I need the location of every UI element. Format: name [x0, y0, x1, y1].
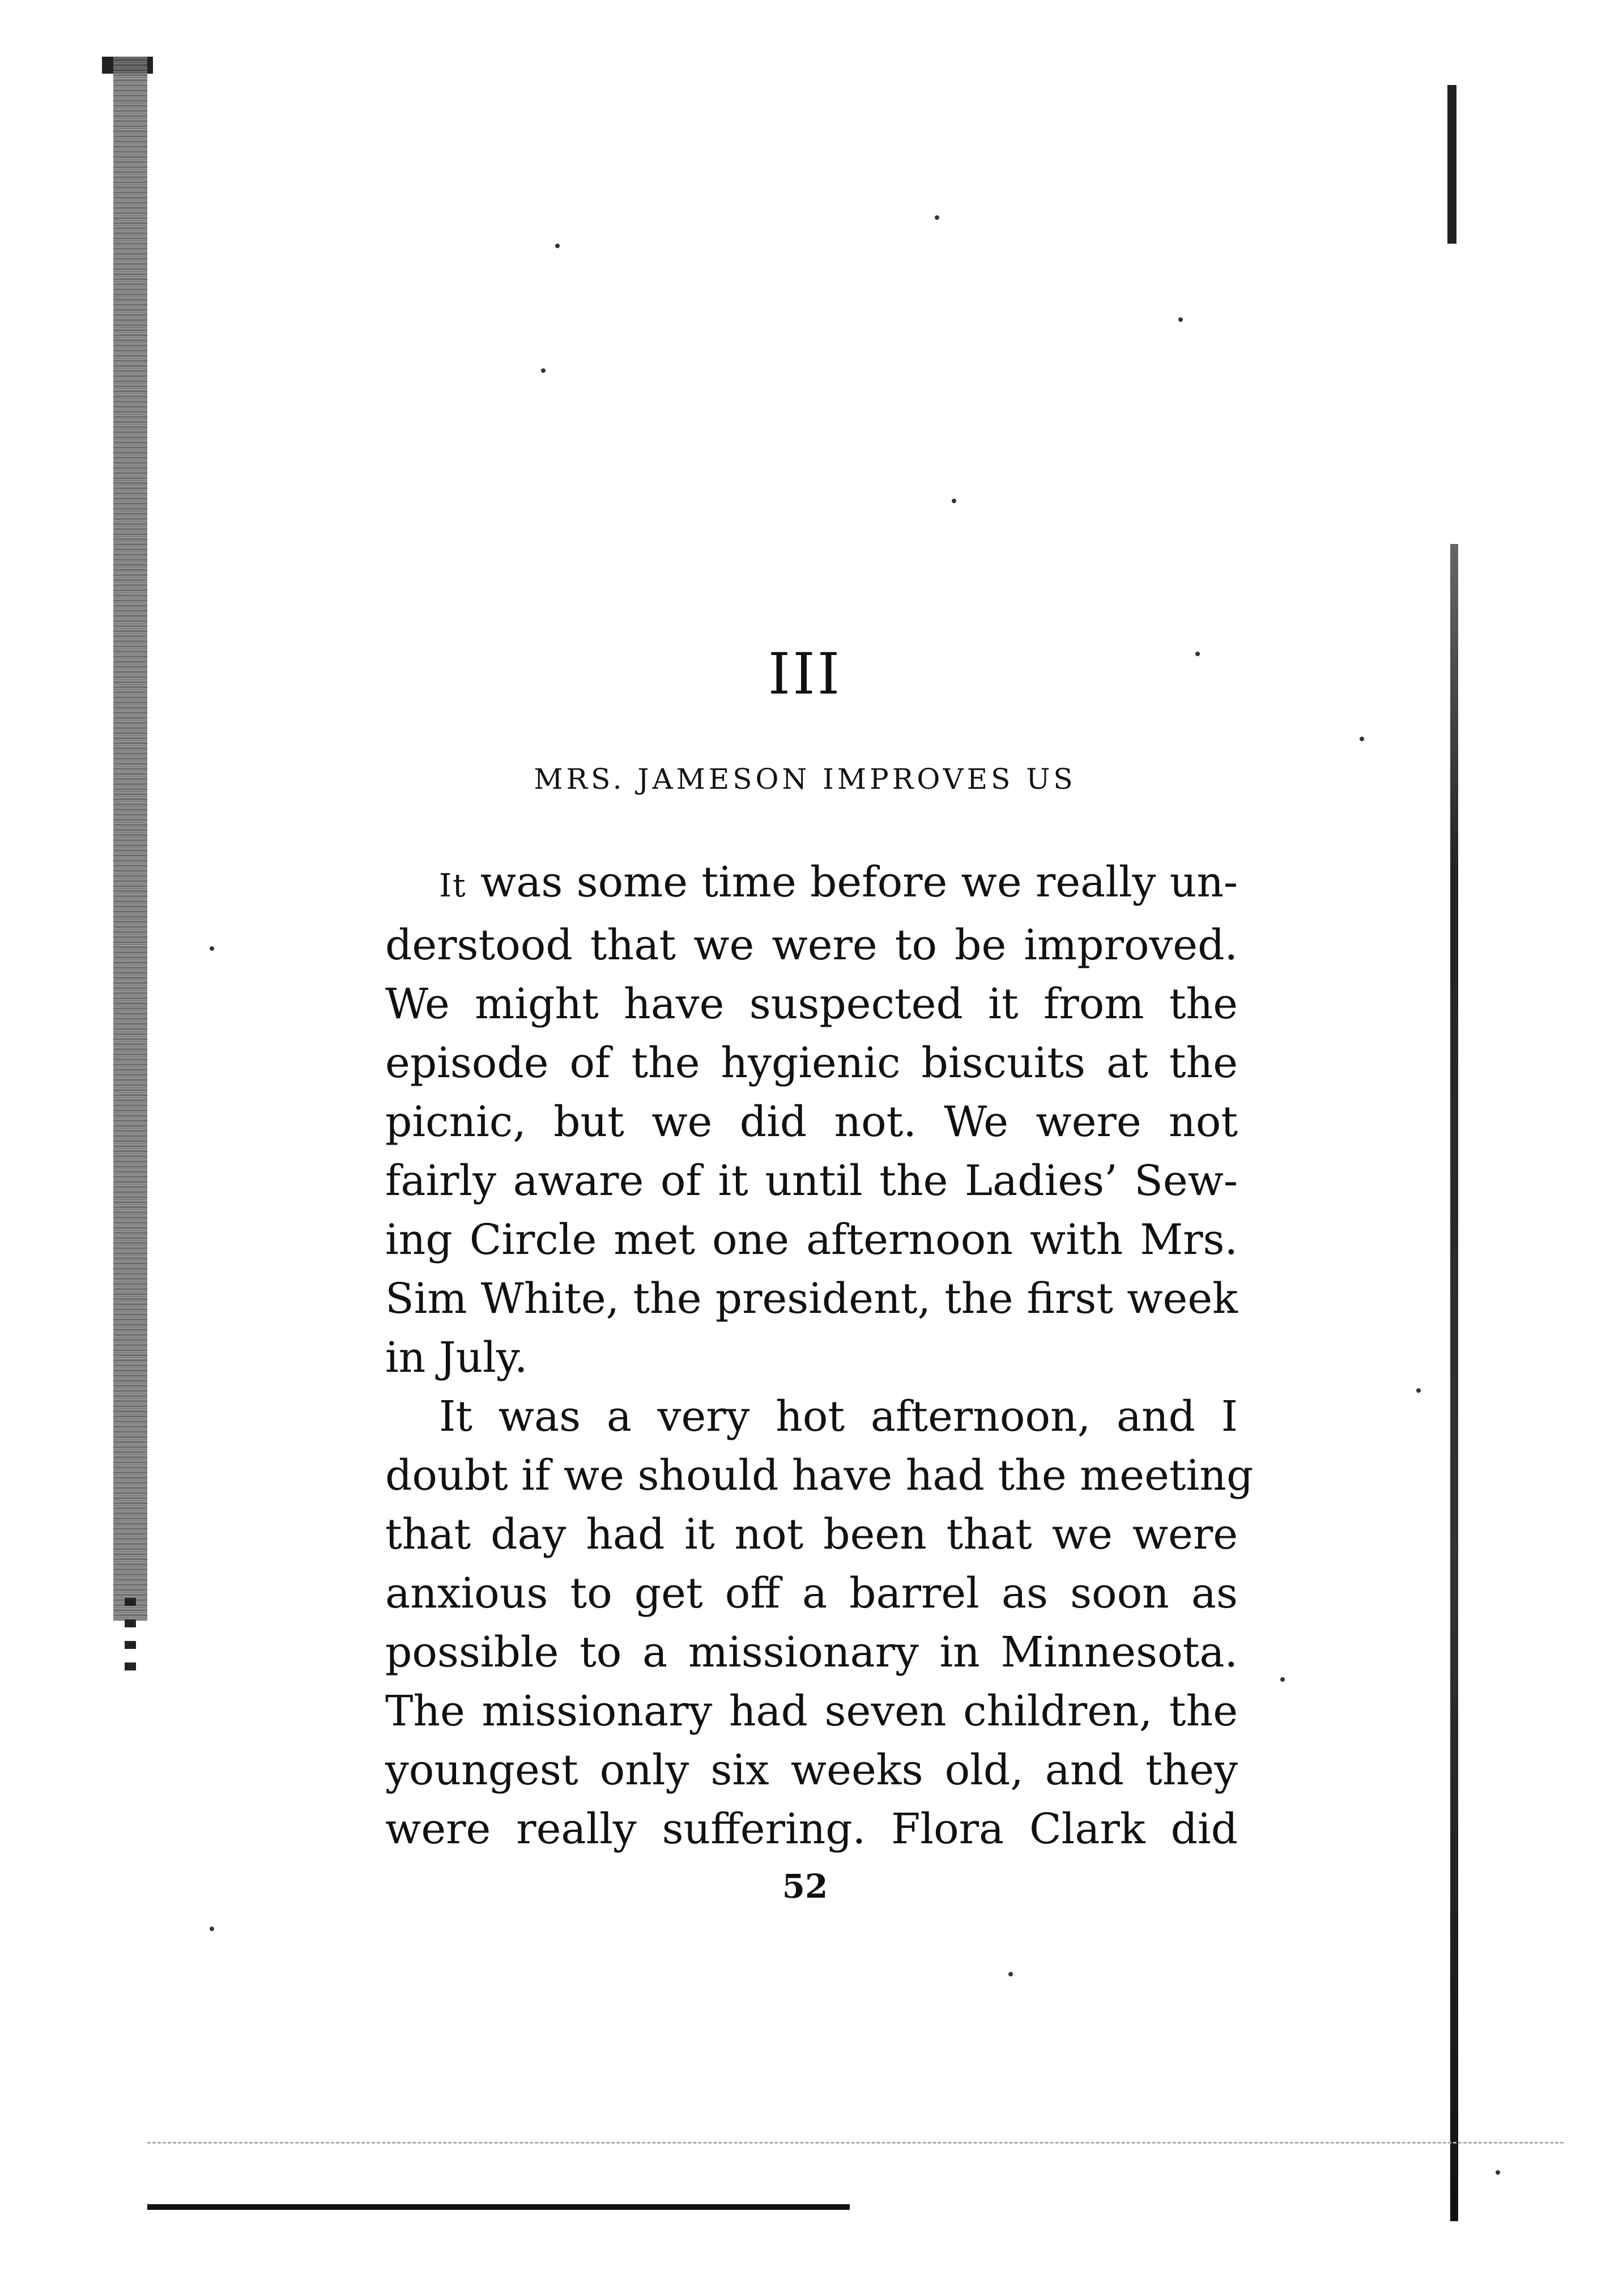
text-line: We might have suspected it from the	[385, 980, 1238, 1028]
text-line: that day had it not been that we were	[385, 1510, 1238, 1559]
scan-speckle	[210, 1927, 214, 1931]
text-line: The missionary had seven children, the	[385, 1687, 1238, 1736]
scan-speckle	[541, 368, 546, 373]
drop-word: It	[439, 868, 467, 904]
scan-speckle	[1416, 1388, 1421, 1393]
scan-speckle	[1496, 2170, 1500, 2175]
text-line: possible to a missionary in Minnesota.	[385, 1628, 1238, 1677]
chapter-number: III	[768, 641, 842, 707]
scan-page-edge-top	[1447, 85, 1456, 244]
text-line: episode of the hygienic biscuits at the	[385, 1039, 1238, 1087]
scan-page-edge	[1450, 544, 1458, 2221]
text-line: derstood that we were to be improved.	[385, 921, 1238, 970]
scan-gutter-shadow	[113, 57, 147, 1621]
text-line: were really suffering. Flora Clark did	[385, 1805, 1238, 1853]
chapter-body	[385, 853, 1254, 1859]
scan-gutter-marks	[125, 1598, 136, 1683]
scan-speckle	[555, 244, 560, 248]
text-line: anxious to get off a barrel as soon as	[385, 1569, 1238, 1618]
scan-speckle	[1178, 317, 1183, 322]
text-line: doubt if we should have had the meeting	[385, 1451, 1254, 1500]
scan-bottom-rule	[147, 2204, 850, 2210]
scan-speckle	[1280, 1677, 1285, 1682]
text-line: fairly aware of it until the Ladies’ Sew-	[385, 1156, 1238, 1205]
scan-speckle	[1008, 1972, 1013, 1976]
text-line: in July.	[385, 1333, 528, 1382]
text-line: picnic, but we did not. We were not	[385, 1098, 1238, 1146]
paragraph	[385, 1387, 1254, 1859]
paragraph	[385, 853, 1238, 1387]
scan-speckle	[210, 946, 214, 951]
page-number: 52	[782, 1867, 828, 1906]
chapter-title: MRS. JAMESON IMPROVES US	[534, 763, 1076, 796]
scan-speckle	[952, 499, 956, 503]
text-line: ing Circle met one afternoon with Mrs.	[385, 1215, 1238, 1264]
scan-speckle	[1360, 737, 1364, 741]
text-line: It was a very hot afternoon, and I	[439, 1392, 1238, 1441]
text-line	[385, 853, 1238, 916]
text-line-rest: was some time before we really un-	[466, 858, 1238, 907]
text-line: youngest only six weeks old, and they	[385, 1746, 1238, 1795]
scan-speckle	[935, 215, 939, 220]
text-line: Sim White, the president, the first week	[385, 1274, 1238, 1323]
scan-dashed-artifact	[147, 2142, 1564, 2144]
